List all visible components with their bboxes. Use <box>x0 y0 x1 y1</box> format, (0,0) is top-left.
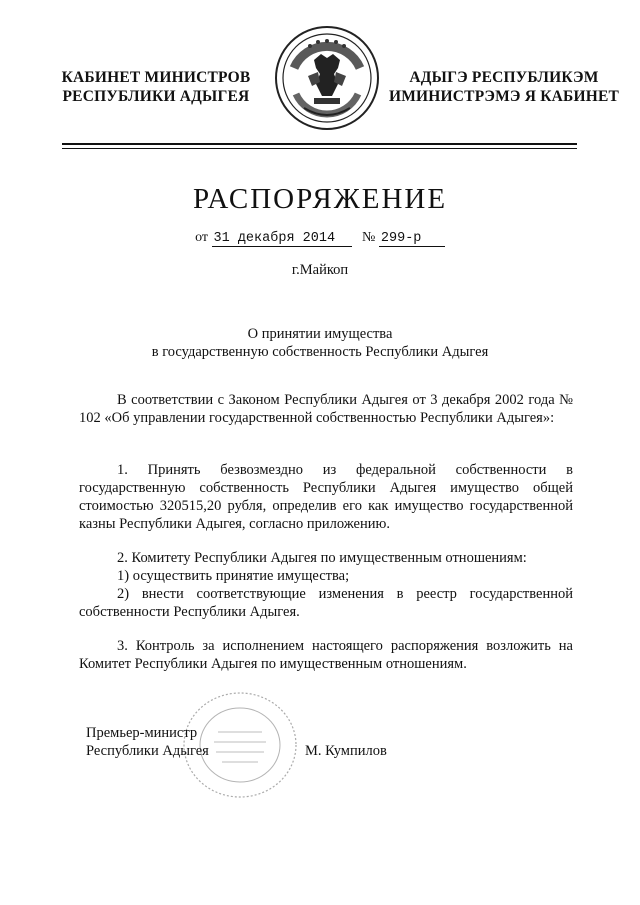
number-prefix: № <box>362 230 376 245</box>
signature-position <box>86 724 209 760</box>
document-subject <box>0 325 640 361</box>
header-right-line1: АДЫГЭ РЕСПУБЛИКЭМ <box>409 69 599 86</box>
header-left <box>44 68 268 106</box>
date-prefix: от <box>195 230 209 245</box>
body-item3: 3. Контроль за исполнением настоящего распоряжения возложить на Комитет Республики Адыгея по имущественным отношениям. <box>79 638 573 672</box>
header-left-line1: КАБИНЕТ МИНИСТРОВ <box>61 69 251 86</box>
signature-name: М. Кумпилов <box>305 743 387 759</box>
body-item2-2: 2) внести соответствующие изменения в реестр государственной собственности Республики Адыгея. <box>79 586 573 620</box>
document-title: РАСПОРЯЖЕНИЕ <box>192 183 448 215</box>
signature-position-line2: Республики Адыгея <box>86 743 209 759</box>
body-item2: 2. Комитету Республики Адыгея по имущественным отношениям: <box>117 550 527 566</box>
header-rule-thin <box>62 148 577 149</box>
subject-line2: в государственную собственность Республики Адыгея <box>151 344 489 360</box>
header-right-line2: ИМИНИСТРЭМЭ Я КАБИНЕТ <box>388 88 620 105</box>
document-city: г.Майкоп <box>291 262 349 278</box>
document-number: 299-р <box>379 231 445 247</box>
signature-position-line1: Премьер-министр <box>86 725 198 741</box>
body-item1: 1. Принять безвозмездно из федеральной собственности в государственную собственность Республики Адыгея имущество общей стоимостью 320515,20 рубля, определив его как имущество государственной казны Республики Адыгея, согласно приложению. <box>79 462 573 532</box>
body-item2-1: 1) осуществить принятие имущества; <box>117 568 350 584</box>
document-date: 31 декабря 2014 <box>212 231 352 247</box>
coat-of-arms-icon <box>274 24 380 132</box>
header-rule-thick <box>62 143 577 145</box>
body-intro: В соответствии с Законом Республики Адыгея от 3 декабря 2002 года № 102 «Об управлении государственной собственностью Республики Адыгея»: <box>79 392 573 426</box>
header-left-line2: РЕСПУБЛИКИ АДЫГЕЯ <box>62 88 250 105</box>
document-meta <box>0 230 640 247</box>
header-right <box>388 68 620 106</box>
subject-line1: О принятии имущества <box>247 326 393 342</box>
